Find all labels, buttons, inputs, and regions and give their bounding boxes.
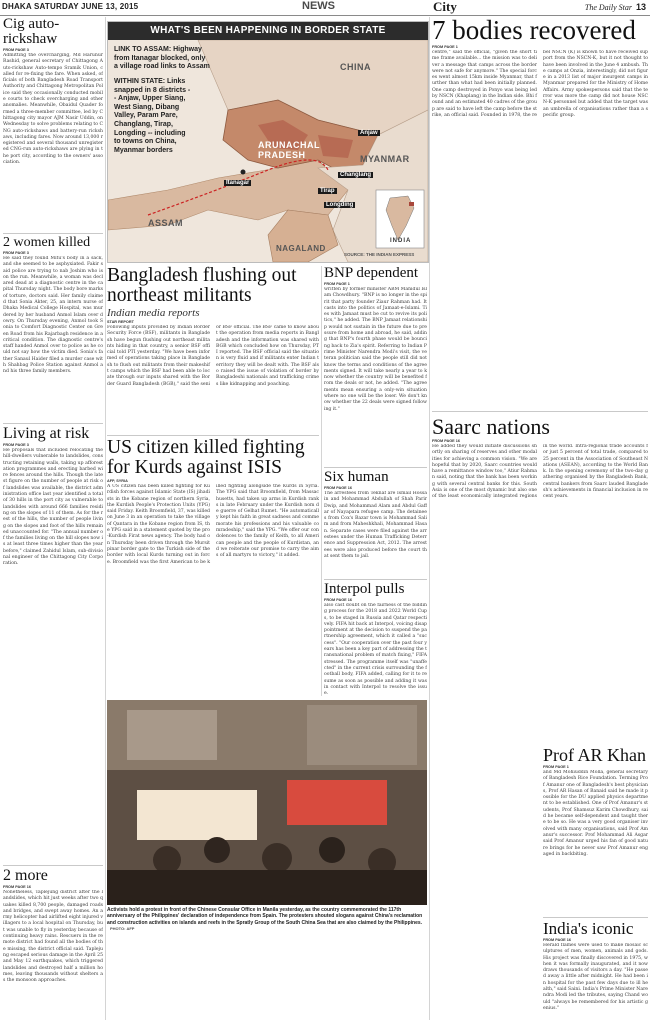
story-living — [3, 426, 103, 863]
page-number: 13 — [635, 2, 646, 12]
photo-illustration — [107, 700, 427, 905]
label-assam: ASSAM — [148, 218, 184, 228]
photo-caption — [107, 907, 427, 955]
label-arunachal: ARUNACHAL PRADESH — [258, 140, 320, 160]
body-women: He said they found Mitu's body in a sack, and she seemed to be asphyxiated. Fakir said police are trying to nab Joshim who is on the run. Meanwhile, a woman was declared dead at a diagnostic centre in the capital Thursday night. The body bore marks of torture, doctors said. Her family claimed that Sonia Akter, 25, an intern nurse of Dhaka Medical College Hospital, was murdered by her husband Anmol Islam over dowry. On Thursday evening, Anmol took Sonia to Comfort Diagnostic Center on Green Road from his Rajarbagh residence in a critical condition. The diagnostic centre's staff handed Anmol over to police as he could not say how the victim died. Sonia's father Sanaul Haider filed a murder case with Shahbag Police Station against Anmol and his three family members. — [3, 256, 103, 375]
right-column — [432, 17, 648, 1020]
itanagar-dot — [241, 170, 246, 175]
section-label: NEWS — [302, 0, 335, 12]
dateline-7-bodies: FROM PAGE 1 — [432, 45, 458, 49]
headline-women: 2 women killed — [3, 235, 91, 250]
story-prof-ar-khan — [432, 746, 537, 1020]
body-six-human: The arrestees from Teknaf are Ismail Hossain and Mohammad Abdullah of Shah Parir Dwip, and Mohammad Alam and Abdul Gaffar of Nayapara refugee camp. The detainees from Cox's Bazar town is Mohammad Salim and from Maheshkhali, Mohammad Hasan. Separate cases were filed against the arrestees under the Human Trafficking Deterrence and Suppression Act, 2012. The arrestees were also produced before the court that sent them to jail. — [324, 491, 427, 559]
body-living: He proposals that included relocating the hill-dwellers vulnerable to landslides, constructing retaining walls, taking up afforestation programmes and erecting barbed wire fences around the hills. Though the latest figure on the number of people at risk of landslides was available, the district administration office last year identified a total of 30 hills in the port city as vulnerable to landslides with around 666 families residing on the slopes of 11 of them. As for the rest of the hills, the number of people living on the slopes and foot of the hills remained unaccounted for. "The annual number of the families living on the hill slopes now is at least three times higher than the year before," claimed Zahidul Islam, sub-divisional engineer of the Chittagong City Corporation. — [3, 448, 103, 567]
headline-saarc: Saarc nations — [432, 414, 550, 439]
dateline-2more: FROM PAGE 16 — [3, 885, 31, 889]
headline-interpol: Interpol pulls — [324, 581, 405, 597]
headline-bnp: BNP dependent — [324, 266, 419, 281]
dateline-indias-iconic: FROM PAGE 16 — [543, 938, 571, 942]
label-itanagar: Itanagar — [226, 180, 250, 186]
label-china: CHINA — [340, 62, 371, 72]
label-changlang: Changlang — [340, 172, 371, 178]
dateline-bnp: FROM PAGE 1 — [324, 282, 350, 286]
center-narrow-column — [324, 266, 427, 698]
map-link-text: LINK TO ASSAM: Highway from Itanagar blocked, only a village road links to Assam — [114, 46, 210, 71]
protest-photo — [107, 700, 427, 905]
dateline-us-citizen: AFP, SYRIA — [107, 479, 128, 483]
dateline: DHAKA SATURDAY JUNE 13, 2015 — [2, 2, 139, 11]
dateline-saarc: FROM PAGE 16 — [432, 439, 460, 443]
map-source: SOURCE: THE INDIAN EXPRESS — [344, 252, 415, 257]
dateline-cig: FROM PAGE 3 — [3, 48, 29, 52]
headline-living: Living at risk — [3, 425, 90, 442]
protest-placard — [287, 780, 387, 825]
dateline-interpol: FROM PAGE 16 — [324, 598, 352, 602]
masthead: The Daily Star 13 — [584, 2, 646, 12]
headline-7-bodies: 7 bodies recovered — [432, 17, 636, 45]
label-longding: Longding — [326, 202, 354, 208]
map-title: WHAT'S BEEN HAPPENING IN BORDER STATE — [108, 22, 428, 40]
story-cig — [3, 17, 103, 231]
body-bnp: written by former minister ABM Mahidul Islam Chowdhury. "BNP is no longer in the spirit that party founder Ziaur Rahman had. It casts into the politics of Jamaat-e-Islami. Ties with Jamaat must be cut to revive its politics," he added. The BNP Jamaat relationship would not sustain in the future due to pressure from home and abroad, he said, adding that BNP's fourth phase would be bouncing back to Zia's spirit. Referring to Indian Prime Minister Narendra Modi's visit, the veteran politician said the people still did not know the terms and conditions of the agreements signed. It will take nearly a year to know whether the country will be benefited from the deals or not, he added. "The agreements mean ensuring a only-win situation where no one will be the loser. We don't know whether the 22 deals were signed following it." — [324, 287, 427, 412]
headline-us-citizen: US citizen killed fighting for Kurds against ISIS — [107, 438, 305, 478]
section-city: City — [433, 0, 457, 14]
map-graphic — [107, 21, 429, 263]
photo-credit: PHOTO: AFP — [110, 926, 135, 932]
story-us-citizen — [107, 438, 319, 698]
body-saarc: He added they would initiate discussions shortly on sharing of reserves and other modalities for achieving a common vision. "We are hopeful that by 2020, Saarc countries would have a remittance window too," Atiur Rahman said, noting that the bank has been working with several central banks for this. South Asia is one of the most dynamic but also one of the least economically integrated regions in the world. Intra-regional trade accounts for just 5 percent of total trade, compared to 25 percent in the Association of Southeast Nations (ASEAN), according to the World Bank. In the opening ceremony of the two-day gathering organised by the Bangladesh Bank, central bankers from Saarc lauded Bangladesh's achievements in financial inclusion in recent years. — [432, 444, 648, 500]
body-us-citizen: A US citizen has been killed fighting for Kurdish forces against Islamic State (IS) jihadists in the Kobane region of northern Syria, the Kurdish People's Protection Units (YPG) said Friday. Keith Broomfield, 37, was killed on June 3 in an operation to take the village of Qantara in the Kobane region from IS, the YPG said in a statement quoted by the pro-Kurdish Firat news agency. The body had on Thursday been driven through the Mursitpinar border gate to the Turkish side of the border with local Kurds turning out in force. Broomfield was the first American to be killed fighting alongside the Kurds in Syria. The YPG said that Broomfield, from Massachusetts, had taken up arms in Kurdish ranks in late February under the Kurdish nom de guerre of Gelhat Rumet. "He automatically kept his faith in great sadness and commemorate his professions and his valuable comradeship," said the YPG. "We offer our condolences to the family of Keith, to all American people and the people of Kurdistan, and we reiterate our promise to carry the aims of all martyrs to victory," it added. — [107, 484, 319, 565]
body-7-bodies: centre," said the official, "given the short time frame available... the mission was to deliver a message that camps across the border were not safe for anymore." The special forces went almost 15km inside Myanmar, that further than what had been initially planned. One camp destroyed in Ponyo was being led by NSCN (Khaplang) in the Indian side. Bhi found and an estimated 40 cadres of the group are said to have left the camp before the strike, an official said. Founded in 1978, the rebel NSCN (K) is known to have received support from the NSCN-K, but it not thought to have been involved in the June 4 ambush. The camps at Onzia, interestingly, did not figure in a 2013 list of major insurgent camps in Myanmar prepared for the Ministry of Home Affairs. Army spokespersons said that the terror was more the camp did not house NSCN-K personnel but added that the target was an umbrella of organisations rather than a specific group. — [432, 50, 648, 118]
headline-six-human: Six human — [324, 469, 389, 485]
headline-indias-iconic: India's iconic — [543, 919, 634, 938]
label-india: INDIA — [390, 238, 412, 244]
body-cig: Admitting the overcharging, Md Harunur Rashid, general secretary of Chittagong Auto-rickshaw Auto-tempo Sramik Union, called for re-fixing the fare. When asked, officials of both Bangladesh Road Transport Authority and Chittagong Metropolitan Police said they occasionally conducted mobile courts to check overcharging and other anomalies. Meanwhile, Obaidul Quader formed a three-member committee, led by Chittagong city mayor AJM Nasir Uddin, on Wednesday to solve problems relating to CNG auto-rickshaws and battery-run rickshaws, including fares. Now around 13,000 registered and several thousand unregistered CNG-run auto-rickshaws are plying in the port city, according to the owners' association. — [3, 53, 103, 166]
left-column — [3, 17, 103, 1020]
protest-banner — [137, 790, 257, 840]
map-within-text: WITHIN STATE: Links snapped in 8 districts -- Anjaw, Upper Siang, West Siang, Dibang Valley, Param Pare, Changlang, Tirap, Longding -- including to towns on China, Myanmar borders — [114, 78, 191, 154]
dateline-flushing: STAR REPORT — [107, 320, 134, 324]
headline-2more: 2 more — [3, 867, 48, 884]
story-2more — [3, 868, 103, 1020]
body-indias-iconic: Herald flames were used to make mosaic sculptures of men, women, animals and gods. His project was finally discovered in 1975, when it was formally inaugurated, and it now draws thousands of visitors a day. "He passed away a little after midnight. He had been in hospital for the past few days due to ill health," said Saini. India's Prime Minister Narendra Modi led the tributes, saying Chand would "always be remembered for his artistic genius." — [543, 943, 648, 1011]
dateline-living: FROM PAGE 3 — [3, 443, 29, 447]
dateline-six-human: FROM PAGE 16 — [324, 486, 352, 490]
page-header — [0, 0, 650, 16]
subhead-flushing: Indian media reports — [107, 307, 200, 319]
story-flushing — [107, 266, 319, 434]
dateline-women: FROM PAGE 3 — [3, 251, 29, 255]
headline-flushing: Bangladesh flushing out northeast militants — [107, 266, 297, 306]
headline-prof-ar-khan: Prof AR Khan — [543, 745, 646, 765]
story-prof-ar-khan-right — [543, 746, 648, 1020]
dateline-prof-ar-khan: FROM PAGE 1 — [543, 765, 569, 769]
story-women — [3, 236, 103, 421]
body-prof-ar-khan: and Md Mohiuddin Molla, general secretary of Bangladesh Rice Foundation. Terming Prof Amanur one of Bangladesh's best physicians, Prof AR Hasan of Banaid said he made it possible for the DU applied physics department to be established. One of Prof Amanur's students, Prof Shamsuz Karim Chowdhury, said he became self-dependent and taught there to be so. He was a very good organiser involved with many organisations, said Prof Amanur's successor. Prof Mohammad Ali Asgar said Prof Amanur urged his fan of good nature brings for he never saw Prof Amanur engaged in backbiting. — [543, 770, 648, 857]
body-flushing: Following inputs provided by Indian Border Security Force (BSF), militants in Bangladesh have begun flushing out northeast militants hiding in that country, a senior BSF official told PTI yesterday. "We have been informed of operations taking place in Bangladesh to flush out militants from their makeshift camps which the BSF had been able to locate through our inputs shared with the Border Guard Bangladesh (BGB)," said the senior BSF official. The BSF came to know about the operation from media reports in Bangladesh and the information was shared with BGB which concluded how on Thursday, PTI reported. The BSF official said the situation is very fluid and if militants enter Indian territory they will be dealt with. The BSF also raised the issue of violation of border by Bangladeshi nationals and trafficking crimes like kidnapping and poaching. — [107, 325, 319, 387]
label-myanmar: MYANMAR — [360, 154, 410, 164]
caption-text: Activists hold a protest in front of the Chinese Consular Office in Manila yesterday, as the country commemorated the 117th anniversary of the Philippines' declaration of independence from Spain. The protesters shouted slogans against China's reclamation and construction activities on islands and reefs in the Spratly Group of the South China Sea that are also claimed by the Philippines. — [107, 907, 423, 926]
label-anjaw: Anjaw — [360, 130, 378, 136]
body-interpol: also cast doubt on the fairness of the bidding process for the 2018 and 2022 World Cups, to be staged in Russia and Qatar respectively. FIFA hit back at Interpol, voicing disappointment at the decision to suspend the partnership agreement, which it called a "success". "Our cooperation over the past four years has been a key part of addressing the transnational problem of match fixing," FIFA stressed. The programme itself was "unaffected" in the current crisis surrounding the football body, FIFA added, calling for it to resume as soon as possible and adding it was in contact with Interpol to resolve the issue. — [324, 603, 427, 697]
headline-cig: Cig auto-rickshaw — [3, 17, 60, 47]
label-nagaland: NAGALAND — [276, 244, 326, 253]
label-tirap: Tirap — [320, 188, 335, 194]
body-2more: Nonetheless, Taplejung district after the landslides, which hit just weeks after two quakes killed 8,700 people, damaged roads and bridges, and swept away homes. An army helicopter had airlifted eight injured villagers to a local hospital on Thursday, but was unable to fly in yesterday because of continuing heavy rains. Rescuers in the remote district had found all the bodies of the missing, the district official said. Taplejung escaped serious damage in the April 25 and May 12 earthquakes, which triggered landslides and destroyed half a million homes, leaving thousands without shelters as the monsoon approaches. — [3, 890, 103, 984]
